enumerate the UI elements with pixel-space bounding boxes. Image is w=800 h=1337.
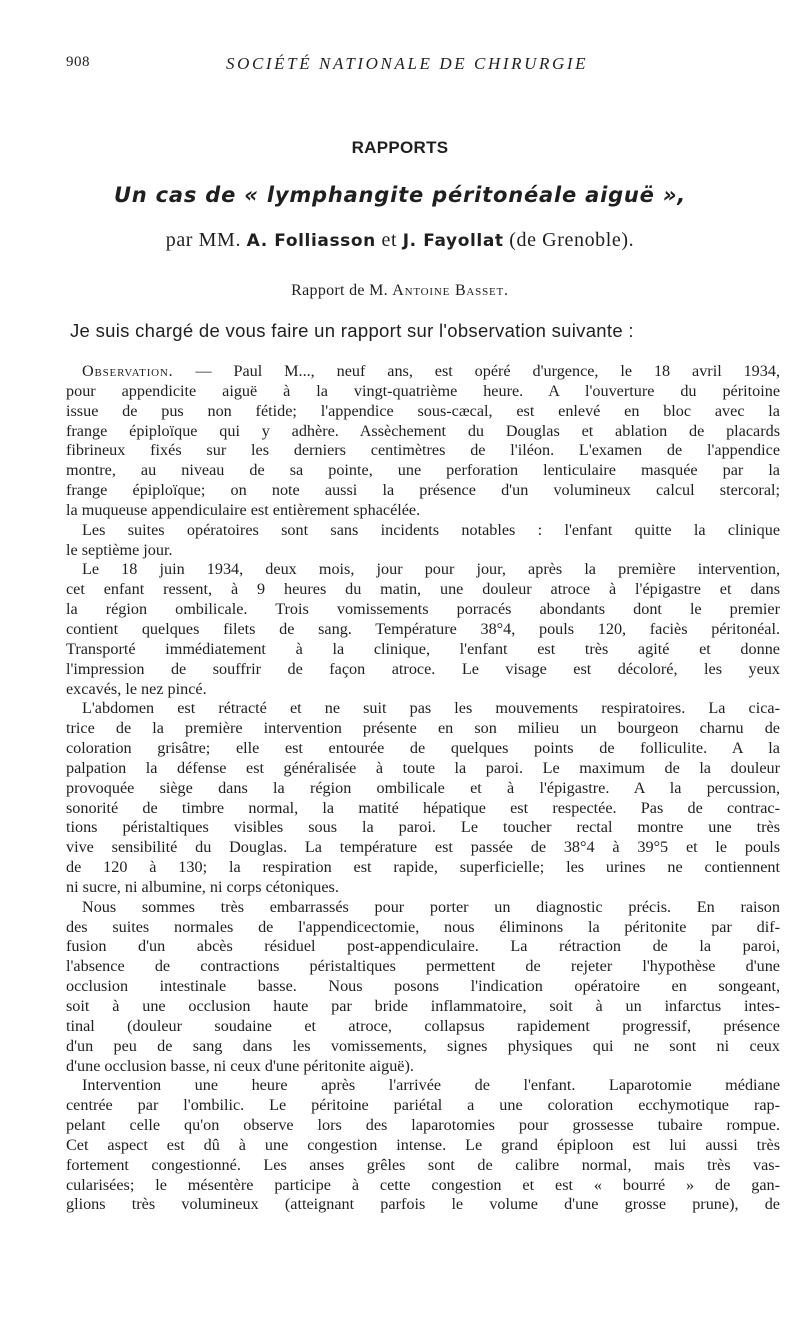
text-line: cet enfant ressent, à 9 heures du matin, une douleur atroce à l'épigastre et dans: [66, 580, 780, 599]
text-line: Transporté immédiatement à la clinique, l'enfant est très agité et donne: [66, 639, 780, 658]
text-line: excavés, le nez pincé.: [66, 679, 207, 698]
observation-label: Observation.: [82, 362, 174, 380]
text-line: montre, au niveau de sa pointe, une perforation lenticulaire masquée par la: [66, 461, 780, 480]
running-header: [66, 54, 766, 78]
text-line: fortement congestionné. Les anses grêles sont de calibre normal, mais très vas-: [66, 1155, 780, 1174]
text-line: pelant celle qu'on observe lors des laparotomies pour grossesse tubaire rompue.: [66, 1116, 780, 1135]
text-line: tinal (douleur soudaine et atroce, collapsus rapidement progressif, présence: [66, 1016, 780, 1035]
text-line: Le 18 juin 1934, deux mois, jour pour jour, après la première intervention,: [82, 560, 780, 579]
text-line: Cet aspect est dû à une congestion intense. Le grand épiploon est lui aussi très: [66, 1135, 780, 1154]
text-line: fusion d'un abcès résiduel post-appendiculaire. La rétraction de la paroi,: [66, 937, 780, 956]
text-line: tions péristaltiques visibles sous la paroi. Le toucher rectal montre une très: [66, 818, 780, 837]
rapporteur-prefix: Rapport de M.: [291, 282, 388, 299]
text-line: frange épiploïque; on note aussi la présence d'un volumineux calcul stercoral;: [66, 481, 780, 500]
text-line: d'un peu de sang dans les vomissements, signes physiques qui ne sont ni ceux: [66, 1036, 780, 1055]
rapporteur-name: Antoine Basset.: [392, 282, 509, 299]
text-line: l'absence de contractions péristaltiques permettent de rejeter l'hypothèse d'une: [66, 957, 780, 976]
page-number: 908: [66, 54, 90, 70]
text-line: le septième jour.: [66, 540, 173, 559]
rapporteur-line: [0, 282, 800, 300]
intro-sentence: Je suis chargé de vous faire un rapport sur l'observation suivante :: [70, 320, 634, 341]
text-line: glions très volumineux (atteignant parfois le volume d'une grosse prune), de: [66, 1195, 780, 1214]
text-line: d'une occlusion basse, ni ceux d'une péritonite aiguë).: [66, 1056, 414, 1075]
text-line: sonorité de timbre normal, la matité hépatique est respectée. Pas de contrac-: [66, 798, 780, 817]
text-line: L'abdomen est rétracté et ne suit pas les mouvements respiratoires. La cica-: [82, 699, 780, 718]
text-line: palpation la défense est généralisée à toute la paroi. Le maximum de la douleur: [66, 758, 780, 777]
text-line: centrée par l'ombilic. Le péritoine pariétal a une coloration ecchymotique rap-: [66, 1096, 780, 1115]
text-line: provoquée siège dans la région ombilicale et à l'épigastre. A la percussion,: [66, 778, 780, 797]
text-line: trice de la première intervention présente en son milieu un bourgeon charnu de: [66, 719, 780, 738]
text-line: occlusion intestinale basse. Nous posons l'indication opératoire en songeant,: [66, 977, 780, 996]
text-line: issue de pus non fétide; l'appendice sous-cæcal, est enlevé en bloc avec la: [66, 401, 780, 420]
text-line: Les suites opératoires sont sans incidents notables : l'enfant quitte la clinique: [82, 520, 780, 539]
text-line: des suites normales de l'appendicectomie, nous éliminons la péritonite par dif-: [66, 917, 780, 936]
text-line: la muqueuse appendiculaire est entièrement sphacélée.: [66, 500, 421, 519]
article-authors: [0, 229, 800, 252]
text-line: la région ombilicale. Trois vomissements porracés abondants dont le premier: [66, 600, 780, 619]
author-1: A. Folliasson: [246, 231, 376, 251]
section-heading: RAPPORTS: [351, 138, 449, 157]
text-line: de 120 à 130; la respiration est rapide, superficielle; les urines ne contiennent: [66, 858, 780, 877]
authors-and: et: [381, 229, 398, 251]
journal-title: SOCIÉTÉ NATIONALE DE CHIRURGIE: [226, 54, 589, 73]
article-title: Un cas de « lymphangite péritonéale aiguë »,: [113, 183, 687, 207]
observation-body: [66, 362, 780, 1215]
text-line: l'impression de souffrir de façon atroce. Le visage est décoloré, les yeux: [66, 659, 780, 678]
text-line: contient quelques filets de sang. Température 38°4, pouls 120, faciès péritonéal.: [66, 619, 780, 638]
text-line: frange épiploïque qui y adhère. Assèchement du Douglas et ablation de placards: [66, 421, 780, 440]
authors-affiliation: (de Grenoble).: [509, 229, 635, 251]
text-line: ni sucre, ni albumine, ni corps cétoniques.: [66, 877, 339, 896]
text-line: cularisées; le mésentère participe à cette congestion et est « bourré » de gan-: [66, 1175, 780, 1194]
author-2: J. Fayollat: [402, 231, 504, 251]
text-line: Nous sommes très embarrassés pour porter un diagnostic précis. En raison: [82, 897, 780, 916]
text-line: Observation. — Paul M..., neuf ans, est opéré d'urgence, le 18 avril 1934,: [82, 362, 780, 380]
text-line: vive sensibilité du Douglas. La température est passée de 38°4 à 39°5 et le pouls: [66, 838, 780, 857]
authors-prefix: par MM.: [165, 229, 242, 251]
text-line: coloration grisâtre; elle est entourée de quelques points de folliculite. A la: [66, 739, 780, 758]
text-line: soit à une occlusion haute par bride inflammatoire, soit à un infarctus intes-: [66, 997, 780, 1015]
text-line: fibrineux fixés sur les derniers centimètres de l'iléon. L'examen de l'appendice: [66, 441, 780, 460]
text-line: Intervention une heure après l'arrivée de l'enfant. Laparotomie médiane: [82, 1076, 780, 1095]
text-line: pour appendicite aiguë à la vingt-quatrième heure. A l'ouverture du péritoine: [66, 381, 780, 400]
